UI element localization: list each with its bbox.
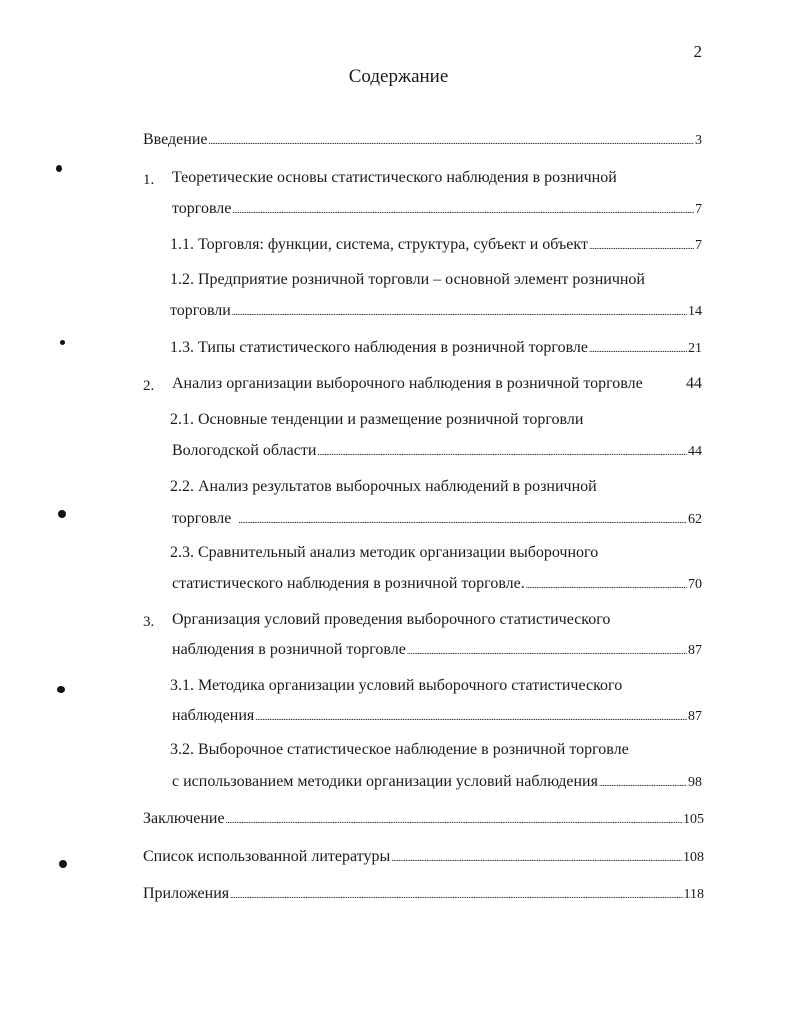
toc-entry-label: с использованием методики организации условий наблюдения [172,773,598,790]
toc-entry-2-1-line1 [170,410,583,430]
toc-entry-label: Вологодской области [172,442,317,459]
toc-entry-1-3 [170,338,702,359]
scan-mark [59,860,67,868]
toc-entry-2-3-line1 [170,543,598,563]
toc-entry-label: 2.1. Основные тенденции и размещение розничной торговли [170,411,584,428]
page-title: Содержание [348,66,449,87]
toc-entry-label: торговле [172,510,232,527]
toc-entry-conclusion [143,809,704,830]
toc-entry-label: наблюдения [172,707,255,724]
toc-entry-label: торговли [170,302,231,319]
toc-entry-label: статистического наблюдения в розничной торговле. [172,575,525,592]
toc-leader [255,707,687,727]
toc-leader [232,200,694,220]
toc-entry-ch3-line2 [172,640,702,661]
toc-leader [391,848,682,868]
toc-entry-3-1-line1 [170,676,622,696]
toc-entry-page: 118 [683,887,704,902]
toc-leader [226,810,682,830]
toc-entry-label: 1.3. Типы статистического наблюдения в розничной торговле [170,339,589,356]
toc-leader [526,575,687,595]
toc-entry-3-1-line2 [172,706,702,727]
toc-entry-label: 1.2. Предприятие розничной торговли – основной элемент розничной [170,271,645,288]
toc-entry-page: 87 [688,643,702,658]
toc-leader [407,641,687,661]
chapter-number: 3. [143,614,155,630]
chapter-number: 1. [143,172,155,188]
scan-mark [57,686,65,693]
toc-entry-ch3-line1 [172,610,610,630]
toc-entry-page: 108 [683,850,704,865]
toc-entry-label: 2.2. Анализ результатов выборочных наблюдений в розничной [170,478,597,495]
toc-entry-label: 3.1. Методика организации условий выборочного статистического [170,677,623,694]
toc-entry-page: 3 [695,133,702,148]
toc-entry-label: 1.1. Торговля: функции, система, структура, субъект и объект [170,236,588,253]
toc-entry-ch2 [172,374,702,394]
toc-leader [232,302,687,322]
toc-entry-references [143,847,704,868]
toc-entry-page: 44 [688,444,702,459]
toc-entry-page: 14 [688,304,702,319]
toc-entry-ch1-line2 [172,199,702,220]
toc-entry-label: Приложения [143,885,230,902]
toc-entry-label: 2.3. Сравнительный анализ методик организации выборочного [170,544,599,561]
toc-entry-label: Организация условий проведения выборочного статистического [172,611,611,628]
toc-entry-label: торговле [172,200,232,217]
toc-entry-1-1 [170,235,702,256]
scan-mark [60,340,65,345]
toc-entry-label: Введение [143,131,208,148]
toc-entry-label: Анализ организации выборочного наблюдения в розничной торговле [172,375,643,392]
toc-entry-page: 7 [695,238,702,253]
toc-entry-page: 105 [683,812,704,827]
toc-leader [209,131,695,151]
scan-mark [58,510,66,518]
toc-entry-ch1-line1 [172,168,617,188]
toc-entry-appendices [143,884,704,905]
toc-entry-intro [143,130,702,151]
toc-entry-page: 87 [688,709,702,724]
toc-entry-label: 3.2. Выборочное статистическое наблюдение в розничной торговле [170,741,629,758]
toc-leader [589,236,694,256]
toc-leader [599,773,687,793]
toc-leader [230,885,682,905]
toc-leader [589,339,687,359]
toc-entry-2-1-line2 [172,441,702,462]
toc-entry-page: 70 [688,577,702,592]
page-number: 2 [693,42,702,61]
toc-entry-page: 98 [688,775,702,790]
toc-leader [238,510,687,530]
chapter-number: 2. [143,378,155,394]
toc-entry-2-2-line1 [170,477,597,497]
toc-entry-label: Список использованной литературы [143,848,391,865]
toc-entry-page: 62 [688,512,702,527]
toc-entry-2-3-line2 [172,574,702,595]
toc-entry-page: 44 [686,375,702,392]
toc-entry-page: 7 [695,202,702,217]
toc-entry-3-2-line1 [170,740,629,760]
scan-mark [56,165,62,172]
toc-entry-1-2-line1 [170,270,645,290]
toc-entry-label: Теоретические основы статистического наблюдения в розничной [172,169,617,186]
toc-entry-label: наблюдения в розничной торговле [172,641,406,658]
toc-leader [317,442,687,462]
toc-entry-3-2-line2 [172,772,702,793]
toc-entry-label: Заключение [143,810,225,827]
toc-entry-page: 21 [688,341,702,356]
toc-entry-1-2-line2 [170,301,702,322]
toc-entry-2-2-line2 [172,509,702,530]
